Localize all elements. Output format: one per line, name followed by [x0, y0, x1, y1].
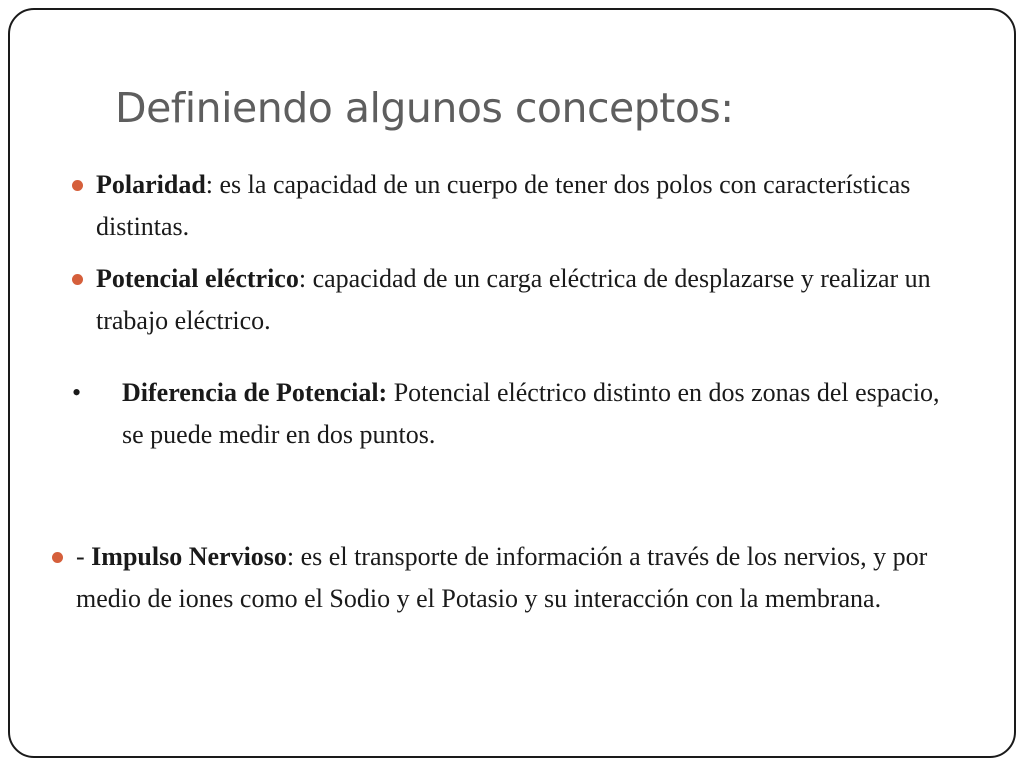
definition-potencial-electrico: : capacidad de un carga eléctrica de desplazarse y realizar un trabajo eléctrico. [96, 264, 931, 335]
definition-impulso-nervioso: : es el transporte de información a través de los nervios, y por medio de iones como el Sodio y el Potasio y su interacción con la membrana. [76, 542, 928, 613]
list-item-impulso-nervioso [76, 536, 996, 620]
bullet-dot-icon [72, 274, 83, 285]
bullet-dot-icon [52, 552, 63, 563]
term-impulso-nervioso: Impulso Nervioso [91, 542, 287, 571]
definition-diferencia-de-potencial: Potencial eléctrico distinto en dos zonas del espacio, se puede medir en dos puntos. [122, 378, 940, 449]
list-item-diferencia-de-potencial [122, 372, 962, 456]
definition-polaridad: : es la capacidad de un cuerpo de tener dos polos con características distintas. [96, 170, 911, 241]
list-item-potencial-electrico [96, 258, 996, 342]
prefix-impulso-nervioso: - [76, 542, 92, 571]
term-diferencia-de-potencial: Diferencia de Potencial: [122, 378, 388, 407]
term-potencial-electrico: Potencial eléctrico [96, 264, 299, 293]
bullet-dot-icon [72, 180, 83, 191]
list-item-polaridad [96, 164, 956, 248]
black-bullet-icon: • [72, 378, 82, 407]
term-polaridad: Polaridad [96, 170, 206, 199]
slide-title: Definiendo algunos conceptos: [115, 84, 734, 132]
